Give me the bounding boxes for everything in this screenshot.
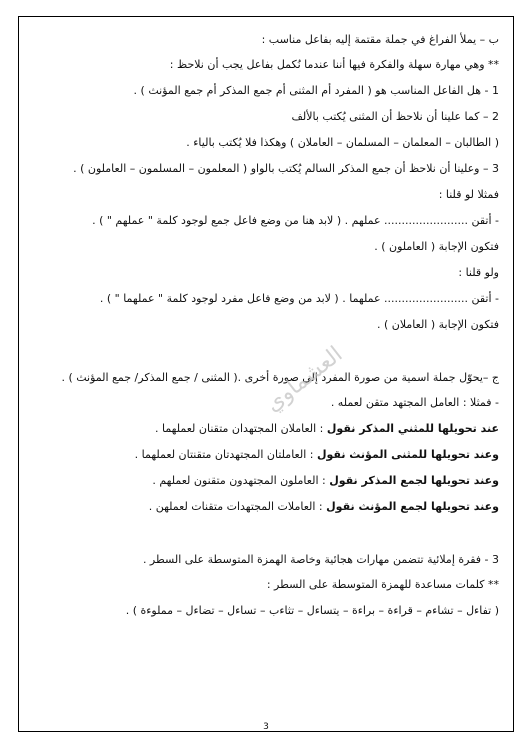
example-2: - أتقن ........................ عملهما . ( لابد من وضع فاعل مفرد لوجود كلمة " عملهما " ) . (99, 292, 499, 305)
dual-masc-label: عند تحويلها للمثني المذكر نقول (326, 422, 499, 435)
example-1: - أتقن ........................ عملهم . ( لابد هنا من وضع فاعل جمع لوجود كلمة " عملهم " ) . (92, 214, 499, 227)
heading-b: ب – يملأ الفراغ في جملة مقتمة إليه بفاعل مناسب : (261, 33, 499, 46)
example-intro: فمثلا لو قلنا : (438, 188, 499, 201)
line-2 (33, 58, 499, 71)
line-3 (33, 84, 499, 97)
line-7 (33, 188, 499, 201)
line-9 (33, 240, 499, 253)
line-1 (33, 33, 499, 46)
dual-masc-value: : العاملان المجتهدان متقنان لعملهما . (154, 422, 327, 435)
line-6 (33, 162, 499, 175)
line-14 (33, 371, 499, 384)
answer-2: فتكون الإجابة ( العاملان ) . (376, 318, 499, 331)
point-1: 1 - هل الفاعل المناسب هو ( المفرد أم المثنى أم جمع المذكر أم جمع المؤنث ) . (133, 84, 499, 97)
plural-fem-value: : العاملات المجتهدات متقنات لعملهن . (148, 500, 327, 513)
heading-c: ج –يحوّل جملة اسمية من صورة المفرد إلى صورة أخرى .( المثنى / جمع المذكر/ جمع المؤنث ) . (61, 371, 499, 384)
example-intro-2: ولو قلنا : (458, 266, 499, 279)
answer-1: فتكون الإجابة ( العاملون ) . (374, 240, 499, 253)
document-page (18, 16, 514, 732)
intro-note: ** وهي مهارة سهلة والفكرة فيها أننا عندما نُكمل بفاعل يجب أن نلاحظ : (169, 58, 499, 71)
line-5 (33, 136, 499, 149)
line-12 (33, 318, 499, 331)
page-content (33, 31, 499, 617)
helper-words-title: ** كلمات مساعدة للهمزة المتوسطة على السطر : (266, 578, 499, 591)
line-22 (33, 578, 499, 591)
plural-masc-value: : العاملون المجتهدون متقنون لعملهم . (152, 474, 330, 487)
plural-masc-label: وعند تحويلها لجمع المذكر نقول (329, 474, 499, 487)
plural-fem-label: وعند تحويلها لجمع المؤنث نقول (326, 500, 499, 513)
line-11 (33, 292, 499, 305)
line-16 (33, 422, 499, 435)
page-number: 3 (263, 722, 269, 732)
point-2-examples: ( الطالبان – المعلمان – المسلمان – العاملان ) وهكذا فلا يُكتب بالياء . (186, 136, 499, 149)
line-4 (33, 110, 499, 123)
line-10 (33, 266, 499, 279)
point-2: 2 – كما علينا أن نلاحظ أن المثنى يُكتب بالألف (291, 110, 499, 123)
dual-fem-value: : العاملتان المجتهدتان متقنتان لعملهما . (134, 448, 317, 461)
helper-words: ( تفاءل – تشاءم – قراءة – براءة – يتساءل – تثاءب – تساءل – تضاءل – مملوءة ) . (125, 604, 499, 617)
line-19 (33, 500, 499, 513)
point-3: 3 – وعلينا أن نلاحظ أن جمع المذكر السالم يُكتب بالواو ( المعلمون – المسلمون – العاملون ) . (73, 162, 499, 175)
line-15 (33, 396, 499, 409)
line-18 (33, 474, 499, 487)
transform-example: - فمثلا : العامل المجتهد متقن لعمله . (330, 396, 499, 409)
heading-3: 3 - فقرة إملائية تتضمن مهارات هجائية وخاصة الهمزة المتوسطة على السطر . (142, 553, 499, 566)
line-8 (33, 214, 499, 227)
dual-fem-label: وعند تحويلها للمثنى المؤنث نقول (316, 448, 499, 461)
line-23 (33, 604, 499, 617)
line-21 (33, 553, 499, 566)
line-17 (33, 448, 499, 461)
watermark-text: العشماوي (260, 341, 348, 418)
